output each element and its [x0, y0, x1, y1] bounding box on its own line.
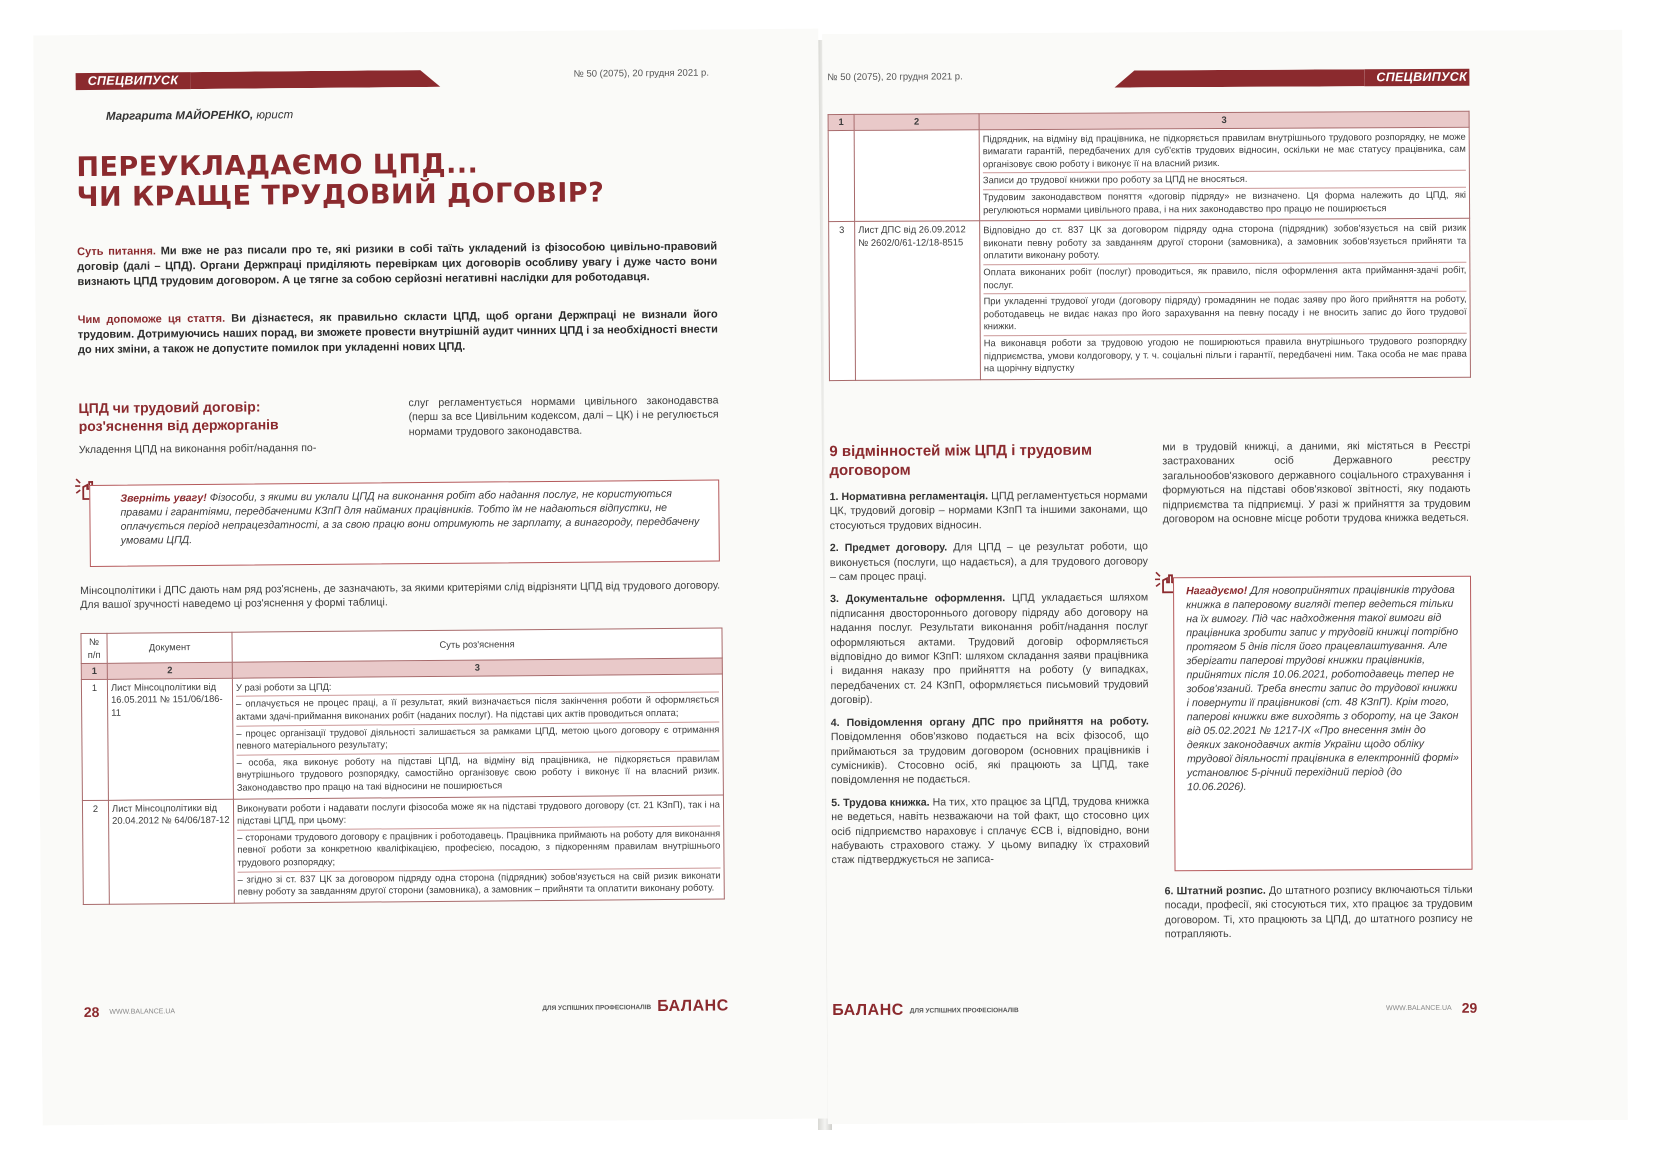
col-num-2: 2: [854, 114, 979, 130]
essence-line: При укладенні трудової угоди (договору підряду) громадянин не подає заяву про його прийняття на роботу, роботодавець не видає наказ про його зарахування на певну посаду і не вносить запис до його трудової книжки.: [984, 292, 1467, 336]
col-num-1: 1: [828, 114, 854, 130]
row-document-empty: [854, 129, 979, 221]
section-header: [76, 70, 441, 90]
essence-line: Трудовим законодавством поняття «договір підряду» не визначено. Ця форма належить до ЦПД, які регулюються нормами цивільного права, і на них законодавство про працю не поширюється: [982, 188, 1467, 215]
subheading: 9 відмінностей між ЦПД і трудовим договором: [829, 441, 1093, 480]
row-essence: [979, 127, 1469, 221]
col-num-2: 2: [107, 662, 232, 679]
section-header: [1114, 69, 1469, 88]
issue-number: № 50 (2075), 20 грудня 2021 р.: [573, 67, 710, 80]
attention-note: [89, 479, 720, 566]
essence-line: – оплачується не процес праці, а її результат, який визначається після закінчення роботи й оформляється актами здачі-приймання виконаних робіт (наданих послуг). На підставі цих актів проводиться оплата;: [236, 693, 719, 726]
essence-line: – особа, яка виконує роботу на підставі ЦПД, на відміну від працівника, не підкоряється правилам внутрішнього трудового розпорядку, самостійно організовує свою роботу і виконує її на власний ризик. Законодавство про працю на такі відносини не поширюється: [236, 752, 720, 793]
attention-text: Фізособи, з якими ви уклали ЦПД на виконання робіт або надання послуг, не користуються правами і гарантіями, передбаченими КЗпП для найманих працівників. Тобто їм не надаються відпустки, не оплачується період непрацездатності, а за свою працю вони отримують не зарплату, а винагороду, передбачену умовами ЦПД.: [120, 487, 700, 547]
intro-help-lead: Чим допоможе ця стаття.: [77, 312, 226, 327]
intro-issue-lead: Суть питання.: [77, 245, 156, 259]
page-number: 28: [83, 1003, 100, 1021]
table-row: [82, 794, 724, 904]
col-num-3: 3: [232, 658, 722, 678]
col-header-essence: Суть роз'яснення: [232, 628, 722, 662]
row-document: Лист ДПС від 26.09.2012 № 2602/0/61-12/18-8515: [855, 221, 981, 380]
title-line-1: ПЕРЕУКЛАДАЄМО ЦПД...: [76, 148, 479, 184]
col-num-1: 1: [81, 664, 107, 680]
column-2-paragraph: ми в трудовій книжці, а даними, які містяться в Реєстрі застрахованих осіб Державного реєстру загальнообов'язкового державного соціального страхування і формуються на підставі обов'язкової звітності, яку подають підприємства та підприємці. У разі ж прийняття за трудовим договором на основне місце роботи трудова книжка ведеться.: [1162, 439, 1471, 526]
intro-help-text: Ви дізнаєтеся, як правильно скласти ЦПД, щоб органи Держпраці не визнали його трудовим. Дотримуючись наших порад, ви зможете провести внутрішній аудит чинних ЦПД і за необхідності внести до них зміни, а також не допустите помилок при укладенні нових ЦПД.: [77, 308, 718, 356]
left-page: [33, 29, 827, 1126]
list-item: [831, 794, 1149, 868]
brand-logo: БАЛАНС: [657, 997, 729, 1016]
essence-line: У разі роботи за ЦПД:: [236, 676, 719, 697]
brand-slogan: ДЛЯ УСПІШНИХ ПРОФЕСІОНАЛІВ: [542, 1003, 652, 1012]
essence-line: Оплата виконаних робіт (послуг) проводиться, як правило, після оформлення акта приймання-здачі робіт, послуг.: [983, 263, 1466, 295]
right-page: [822, 30, 1628, 1124]
row-essence: [980, 218, 1471, 379]
title-line-2: ЧИ КРАЩЕ ТРУДОВИЙ ДОГОВІР?: [76, 177, 605, 214]
list-item-6: [1165, 883, 1473, 942]
subheading: ЦПД чи трудовий договір: роз'яснення від держорганів: [78, 398, 279, 435]
item-lead: 2. Предмет договору.: [829, 541, 948, 555]
row-document: Лист Мінсоцполітики від 16.05.2011 № 151/06/186-11: [107, 678, 233, 800]
row-number: 2: [82, 800, 109, 904]
item-lead: 4. Повідомлення органу ДПС про прийняття на роботу.: [830, 715, 1149, 729]
site-url: WWW.BALANCE.UA: [109, 1007, 176, 1016]
brand-slogan: ДЛЯ УСПІШНИХ ПРОФЕСІОНАЛІВ: [909, 1006, 1019, 1015]
essence-line: Записи до трудової книжки про роботу за ЦПД не вносяться.: [983, 171, 1466, 190]
list-item: [830, 540, 1148, 585]
essence-line: На виконавця роботи за трудовою угодою не поширюються правила внутрішнього трудового розпорядку підприємства, умови колдоговору, у т. ч. соціальні пільги і гарантії, передбачені ним. Така особа не має права на щорічну відпустку: [983, 334, 1467, 374]
page-footer: [832, 999, 1477, 1020]
col-header-document: Документ: [107, 632, 232, 663]
essence-line: Виконувати роботи і надавати послуги фізособа може як на підставі трудового договору (ст. 21 КЗпП), так і на підставі ЦПД, при цьому:: [237, 797, 720, 830]
row-number: 1: [81, 679, 108, 800]
essence-line: – згідно зі ст. 837 ЦК за договором підряду одна сторона (підрядник) зобов'язується на свій ризик виконати певну роботу за завданням другої сторони (замовника), а замовник – прийняти та оплатити виконану роботу.: [237, 868, 721, 897]
row-number-empty: [828, 130, 854, 222]
paragraph-1a: Укладення ЦПД на виконання робіт/надання по-: [78, 441, 317, 457]
essence-line: – сторонами трудового договору є працівник і роботодавець. Працівника приймають на роботу для виконання певної роботи за конкретною кваліфікацією, професією, посадою, з підкоренням правилам внутрішнього трудового розпорядку;: [237, 826, 720, 872]
issue-number: № 50 (2075), 20 грудня 2021 р.: [827, 71, 963, 84]
reminder-lead: Нагадуємо!: [1186, 584, 1248, 598]
item-lead: 6. Штатний розпис.: [1164, 884, 1266, 898]
section-label: СПЕЦВИПУСК: [76, 72, 191, 90]
item-text: До штатного розпису включаються тільки посади, професії, які стосуються тих, хто працює за трудовим договором. Ті, хто працюють за ЦПД, до штатного розпису не потрапляють.: [1164, 883, 1473, 941]
differences-list: [830, 488, 1150, 875]
table-row: [829, 218, 1471, 380]
table-row: [81, 674, 723, 800]
row-document: Лист Мінсоцполітики від 20.04.2012 № 64/06/187-12: [108, 799, 234, 904]
author-role: юрист: [253, 109, 294, 122]
header-bar-tail: [1114, 69, 1364, 87]
site-url: WWW.BALANCE.UA: [1385, 1004, 1452, 1012]
row-number: 3: [829, 222, 856, 381]
table-row: [828, 127, 1469, 222]
essence-line: Підрядник, на відміну від працівника, не підкоряється правилам внутрішнього трудового розпорядку, не може вимагати гарантій, передбачених для суб'єктів трудових відносин, оскільки не має статусу працівника, сам організовує свою роботу і виконує її на власний ризик.: [983, 129, 1466, 173]
paragraph-1b: слуг регламентується нормами цивільного законодавства (перш за все Цивільним кодексом, далі – ЦК) і не регулюється нормами трудового законодавства.: [408, 394, 719, 438]
row-essence: [232, 674, 723, 799]
page-number: 29: [1461, 999, 1478, 1016]
col-header-num: № п/п: [81, 633, 107, 663]
reminder-text: Для новоприйнятих працівників трудова книжка в паперовому вигляді тепер ведеться тільки на їх вимогу. Під час надходження такої вимоги від працівника зробити запис у трудовій книжці потрібно протягом 5 днів після його працевлаштування. Але зберігати паперові трудові книжки працівників, прийнятих після 10.06.2021, роботодавець тепер не зобов'язаний. Треба внести запис до трудової книжки і повернути її працівникові (ст. 48 КЗпП). Крім того, паперові книжки вже виходять з обороту, на це Закон від 05.02.2021 № 1217-IX «Про внесення змін до деяких законодавчих актів України щодо обліку трудової діяльності працівника в електронній формі» установлює 5-річний перехідний період (до 10.06.2026).: [1186, 583, 1459, 794]
item-text: Повідомлення обов'язково подається на всіх фізособ, що приймаються за трудовим договором (основних працівників і сумісників). Стосовно осіб, які працюють за ЦПД, таке повідомлення не подається.: [830, 729, 1150, 787]
article-title: [76, 148, 604, 213]
item-lead: 3. Документальне оформлення.: [830, 592, 1006, 606]
brand-logo: БАЛАНС: [832, 1001, 904, 1020]
author-byline: [106, 109, 293, 123]
list-item: [830, 488, 1148, 533]
item-text: Для ЦПД – це результат роботи, що виконується (послуги, що надається), а для трудового договору – сам процес праці.: [829, 540, 1148, 584]
section-label: СПЕЦВИПУСК: [1364, 69, 1469, 87]
attention-lead: Зверніть увагу!: [120, 491, 207, 505]
clarifications-table: [80, 627, 724, 904]
reminder-note: [1173, 576, 1473, 872]
essence-line: – процес організації трудової діяльності залишається за рамками ЦПД, метою цього договору є отримання певного матеріального результату;: [236, 722, 719, 755]
item-lead: 5. Трудова книжка.: [831, 796, 930, 809]
item-text: На тих, хто працює за ЦПД, трудова книжка не ведеться, навіть незважаючи на той факт, що стосовно цих осіб підприємство нараховує і сплачує ЄСВ і, відповідно, вони набувають страхового стажу. У цьому випадку їх страховий стаж підтверджується не записа-: [831, 795, 1150, 867]
paragraph-2: Мінсоцполітики і ДПС дають нам ряд роз'яснень, де зазначають, за якими критеріями слід відрізняти ЦПД від трудового договору. Для вашої зручності наведемо ці роз'яснення у формі таблиці.: [80, 579, 721, 612]
clarifications-table-continued: [828, 111, 1471, 381]
item-text: ЦПД регламентується нормами ЦК, трудовий договір – нормами КЗпП та іншими законами, що стосуються трудових відносин.: [829, 489, 1148, 532]
essence-line: Відповідно до ст. 837 ЦК за договором підряду одна сторона (підрядник) зобов'язується на свій ризик виконати певну роботу за завданням другої сторони (замовника), а замовник зобов'язується прийняти та оплатити виконану роботу.: [983, 221, 1466, 265]
intro-help: [78, 307, 718, 357]
item-text: ЦПД укладається шляхом підписання двостороннього договору підряду або договору на надання послуг. Результати виконання робіт/надання послуг оформляються актами. Трудовий договір оформляється відповідно до вимог КЗпП: шляхом складання заяви працівника і видання наказу про прийняття на роботу (у випадках, передбачених ст. 24 КЗпП, оформляється письмовий трудовий договір).: [830, 591, 1149, 707]
author-name: Маргарита МАЙОРЕНКО,: [105, 109, 254, 123]
list-item: [830, 591, 1149, 708]
col-num-3: 3: [979, 111, 1469, 129]
header-bar-tail: [190, 70, 440, 89]
list-item: [831, 714, 1149, 788]
row-essence: [233, 794, 724, 902]
intro-issue: [77, 239, 717, 289]
page-footer: [84, 997, 729, 1021]
item-lead: 1. Нормативна регламентація.: [829, 490, 989, 504]
intro-issue-text: Ми вже не раз писали про те, які ризики в собі таїть укладений із фізособою цивільно-правовий договір (далі – ЦПД). Органи Держпраці приділяють перевіркам цих договорів особливу увагу і дуже часто вони визнають ЦПД трудовим договором. А це тягне за собою серйозні негативні наслідки для роботодавця.: [77, 240, 718, 288]
